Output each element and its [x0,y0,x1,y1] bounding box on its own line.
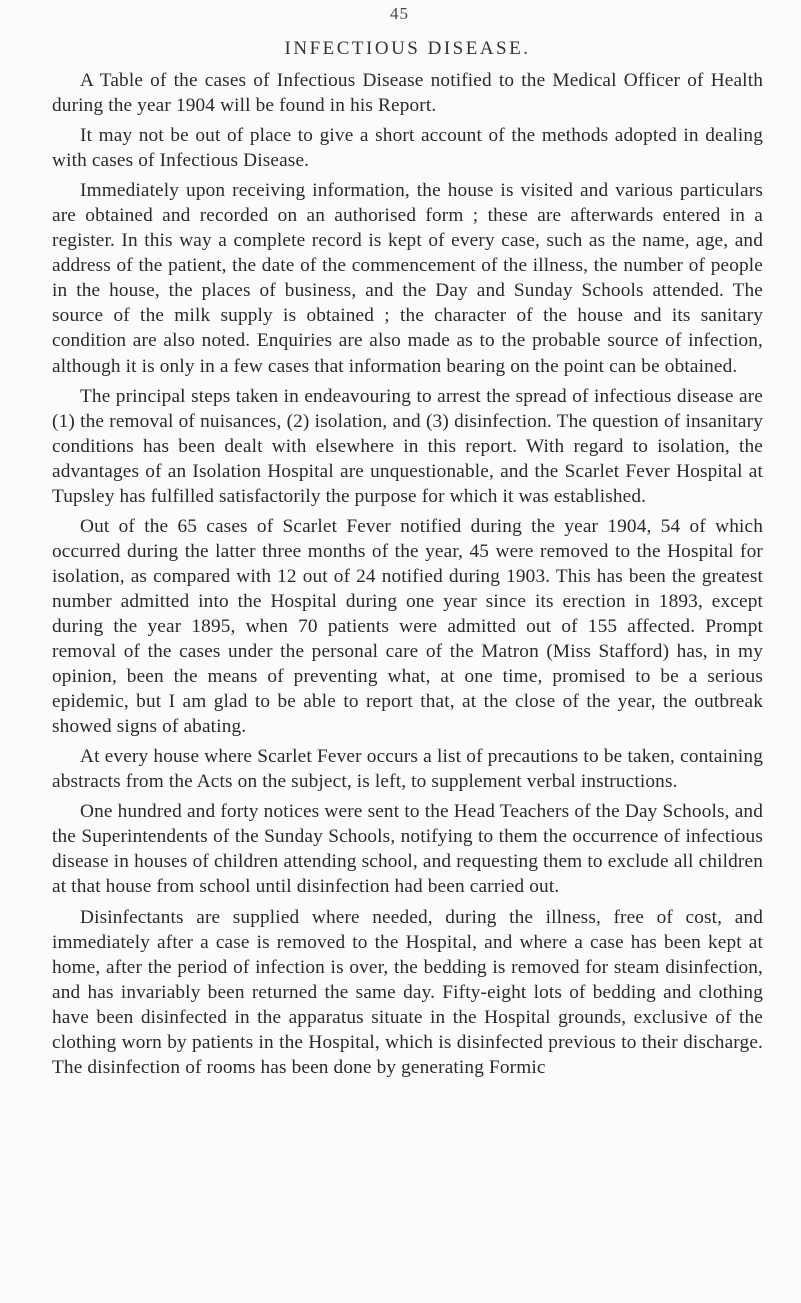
paragraph-3: Immediately upon receiving information, the house is visited and various particulars are obtained and recorded on an authorised form ; these are afterwards entered in a register. In this way a complete record is kept of every case, such as the name, age, and address of the patient, the date of the commencement of the illness, the number of people in the house, the places of business, and the Day and Sunday Schools attended. The source of the milk supply is obtained ; the character of the house and its sanitary condition are also noted. Enquiries are also made as to the probable source of infection, although it is only in a few cases that information bearing on the point can be obtained. [52,180,763,377]
paragraph-1: A Table of the cases of Infectious Disease notified to the Medical Officer of Health during the year 1904 will be found in his Report. [52,70,763,117]
paragraph-4: The principal steps taken in endeavouring to arrest the spread of infectious disease are (1) the removal of nuisances, (2) isolation, and (3) disinfection. The question of insanitary conditions has been dealt with elsewhere in this report. With regard to isolation, the advantages of an Isolation Hospital are unquestionable, and the Scarlet Fever Hospital at Tupsley has fulfilled satisfactorily the purpose for which it was established. [52,385,763,507]
paragraph-5: Out of the 65 cases of Scarlet Fever notified during the year 1904, 54 of which occurred during the latter three months of the year, 45 were removed to the Hospital for isolation, as compared with 12 out of 24 notified during 1903. This has been the greatest number admitted into the Hospital during one year since its erection in 1893, except during the year 1895, when 70 patients were admitted out of 155 affected. Prompt removal of the cases under the personal care of the Matron (Miss Stafford) has, in my opinion, been the means of preventing what, at one time, promised to be a serious epidemic, but I am glad to be able to report that, at the close of the year, the outbreak showed signs of abating. [52,515,763,738]
paragraph-8: Disinfectants are supplied where needed, during the illness, free of cost, and immediately after a case is removed to the Hospital, and where a case has been kept at home, after the period of infection is over, the bedding is removed for steam disinfection, and has invariably been returned the same day. Fifty-eight lots of bedding and clothing have been disinfected in the apparatus situate in the Hospital grounds, exclusive of the clothing worn by patients in the Hospital, which is disinfected previous to their discharge. The disinfection of rooms has been done by generating Formic [52,906,763,1078]
section-heading: INFECTIOUS DISEASE. [284,38,531,59]
paragraph-2: It may not be out of place to give a short account of the methods adopted in dealing with cases of Infectious Disease. [52,125,763,172]
paragraph-6: At every house where Scarlet Fever occurs a list of precautions to be taken, containing abstracts from the Acts on the subject, is left, to supplement verbal instructions. [52,746,763,793]
body-text [52,68,763,1085]
paragraph-7: One hundred and forty notices were sent to the Head Teachers of the Day Schools, and the Superintendents of the Sunday Schools, notifying to them the occurrence of infectious disease in houses of children attending school, and requesting them to exclude all children at that house from school until disinfection had been carried out. [52,801,763,898]
page-number: 45 [390,4,409,23]
